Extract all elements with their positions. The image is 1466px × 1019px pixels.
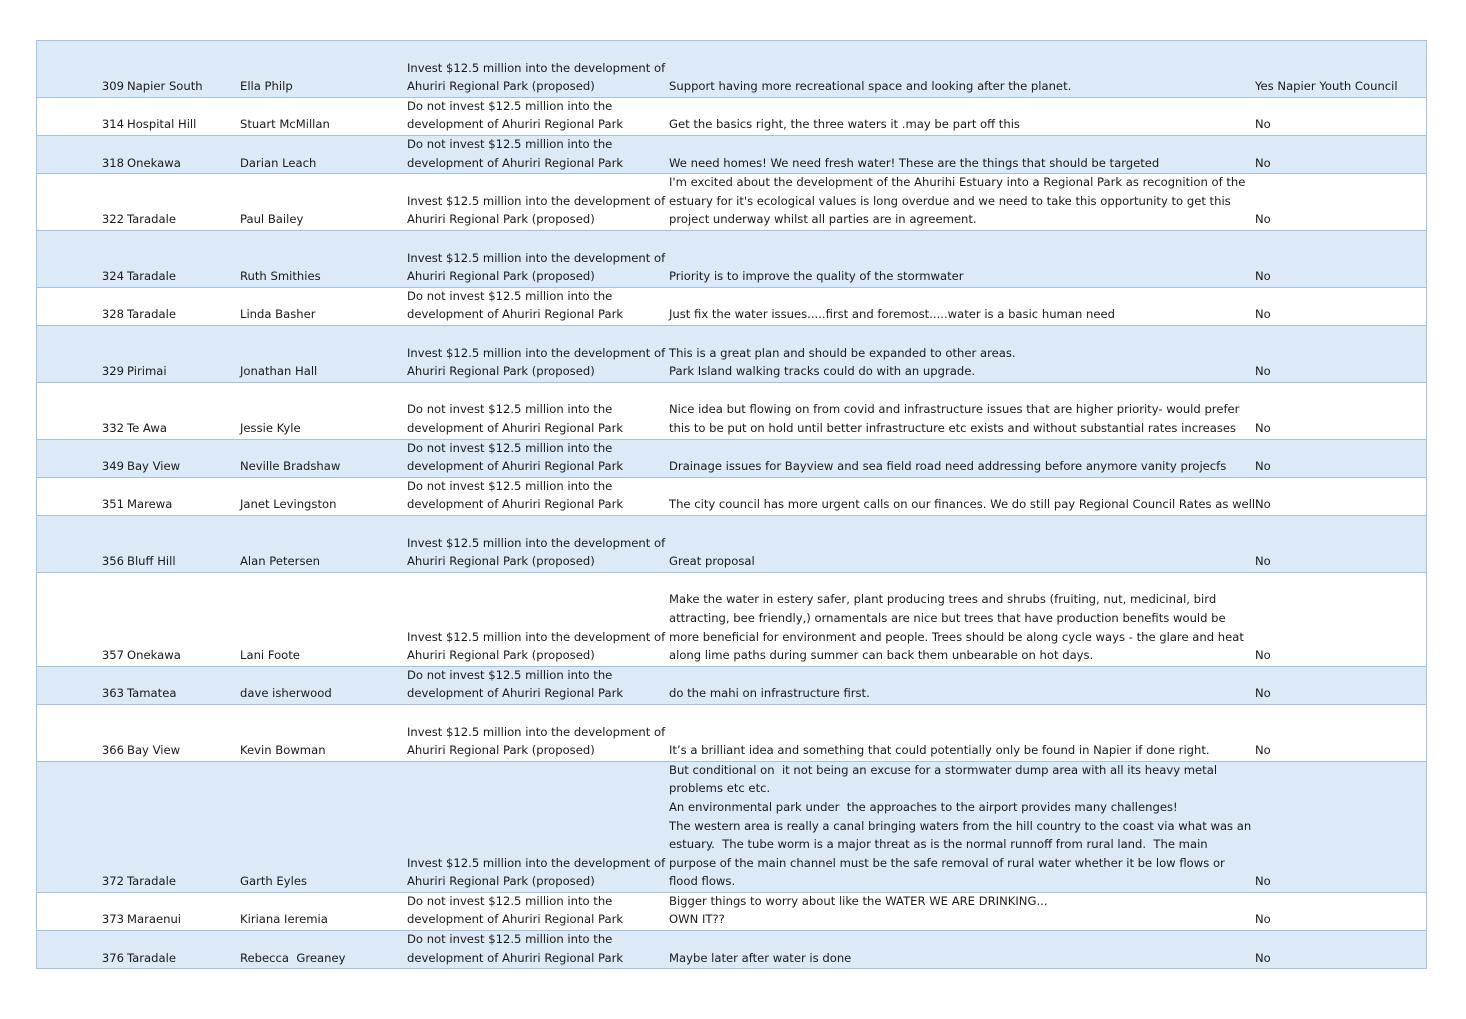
submission-id: 314 xyxy=(101,117,124,132)
option-line: Ahuriri Regional Park (proposed) xyxy=(407,554,595,569)
table-row xyxy=(37,326,1426,383)
comment-cell xyxy=(669,115,1020,134)
comment-line: Get the basics right, the three waters it .may be part off this xyxy=(669,117,1020,132)
option-line: Invest $12.5 million into the development of xyxy=(407,724,666,739)
option-cell xyxy=(407,723,665,760)
option-line: development of Ahuriri Regional Park xyxy=(407,459,624,474)
option-line: Ahuriri Regional Park (proposed) xyxy=(407,269,595,284)
comment-cell xyxy=(669,154,1159,173)
table-row xyxy=(37,440,1426,478)
option-line: Invest $12.5 million into the development of xyxy=(407,629,666,644)
submission-id: 351 xyxy=(101,497,124,512)
submissions-table xyxy=(36,40,1427,969)
option-cell xyxy=(407,192,665,229)
option-line: Invest $12.5 million into the development of xyxy=(407,855,666,870)
table-row xyxy=(37,931,1426,969)
submitter-name: Linda Basher xyxy=(240,307,316,322)
option-cell xyxy=(407,854,665,891)
submission-id: 363 xyxy=(101,686,124,701)
option-line: Do not invest $12.5 million into the xyxy=(407,136,613,151)
option-line: development of Ahuriri Regional Park xyxy=(407,420,624,435)
option-cell xyxy=(407,666,623,703)
youth-council-cell: No xyxy=(1255,686,1271,701)
option-line: Do not invest $12.5 million into the xyxy=(407,98,613,113)
option-line: Invest $12.5 million into the development of xyxy=(407,535,666,550)
comment-line: An environmental park under the approaches to the airport provides many challenges! xyxy=(669,799,1178,814)
suburb-cell: Napier South xyxy=(127,79,203,94)
submission-id: 324 xyxy=(101,269,124,284)
option-cell xyxy=(407,97,623,134)
comment-line: OWN IT?? xyxy=(669,912,725,927)
comment-cell xyxy=(669,457,1226,476)
suburb-cell: Taradale xyxy=(127,269,176,284)
table-row xyxy=(37,288,1426,326)
option-line: Ahuriri Regional Park (proposed) xyxy=(407,648,595,663)
comment-line: Great proposal xyxy=(669,554,755,569)
submission-id: 332 xyxy=(101,420,124,435)
option-line: Ahuriri Regional Park (proposed) xyxy=(407,79,595,94)
youth-council-cell: No xyxy=(1255,912,1271,927)
option-line: Invest $12.5 million into the development of xyxy=(407,193,666,208)
suburb-cell: Taradale xyxy=(127,874,176,889)
submitter-name: Darian Leach xyxy=(240,155,317,170)
comment-line: The city council has more urgent calls on our finances. We do still pay Regional Council Rates as well. xyxy=(669,497,1259,512)
submitter-name: Kevin Bowman xyxy=(240,743,326,758)
submission-id: 318 xyxy=(101,155,124,170)
comment-line: this to be put on hold until better infrastructure etc exists and without substantial rates increases xyxy=(669,420,1237,435)
youth-council-cell: No xyxy=(1255,648,1271,663)
table-row xyxy=(37,231,1426,288)
comment-cell xyxy=(669,344,1016,381)
option-line: Do not invest $12.5 million into the xyxy=(407,893,613,908)
comment-cell xyxy=(669,949,851,968)
submitter-name: dave isherwood xyxy=(240,686,332,701)
submission-id: 366 xyxy=(101,743,124,758)
table-row xyxy=(37,516,1426,573)
submitter-name: Neville Bradshaw xyxy=(240,459,341,474)
submitter-name: Alan Petersen xyxy=(240,554,320,569)
comment-line: Make the water in estery safer, plant producing trees and shrubs (fruiting, nut, medicinal, bird xyxy=(669,592,1217,607)
option-line: Ahuriri Regional Park (proposed) xyxy=(407,212,595,227)
comment-cell xyxy=(669,305,1115,324)
suburb-cell: Hospital Hill xyxy=(127,117,197,132)
submitter-name: Ruth Smithies xyxy=(240,269,321,284)
comment-cell xyxy=(669,552,755,571)
suburb-cell: Taradale xyxy=(127,212,176,227)
suburb-cell: Tamatea xyxy=(127,686,177,701)
suburb-cell: Maraenui xyxy=(127,912,182,927)
comment-cell xyxy=(669,495,1259,514)
table-row xyxy=(37,383,1426,440)
submission-id: 309 xyxy=(101,79,124,94)
option-line: Invest $12.5 million into the development of xyxy=(407,345,666,360)
comment-cell xyxy=(669,77,1071,96)
suburb-cell: Taradale xyxy=(127,307,176,322)
table-row xyxy=(37,136,1426,174)
comment-line: problems etc etc. xyxy=(669,781,771,796)
suburb-cell: Bay View xyxy=(127,459,181,474)
option-cell xyxy=(407,628,665,665)
option-line: Invest $12.5 million into the development of xyxy=(407,250,666,265)
option-line: development of Ahuriri Regional Park xyxy=(407,950,624,965)
submission-id: 372 xyxy=(101,874,124,889)
option-cell xyxy=(407,892,623,929)
option-line: development of Ahuriri Regional Park xyxy=(407,497,624,512)
submitter-name: Stuart McMillan xyxy=(240,117,330,132)
table-row xyxy=(37,573,1426,667)
suburb-cell: Bay View xyxy=(127,743,181,758)
youth-council-cell: No xyxy=(1255,420,1271,435)
comment-cell xyxy=(669,761,1251,891)
option-cell xyxy=(407,534,665,571)
comment-line: project underway whilst all parties are in agreement. xyxy=(669,212,977,227)
option-cell xyxy=(407,439,623,476)
youth-council-cell: No xyxy=(1255,950,1271,965)
comment-line: estuary for it's ecological values is long overdue and we need to take this opportunity to get this xyxy=(669,193,1231,208)
table-row xyxy=(37,762,1426,893)
comment-line: We need homes! We need fresh water! These are the things that should be targeted xyxy=(669,155,1160,170)
submitter-name: Paul Bailey xyxy=(240,212,304,227)
submitter-name: Kiriana Ieremia xyxy=(240,912,328,927)
suburb-cell: Te Awa xyxy=(127,420,167,435)
youth-council-cell: No xyxy=(1255,269,1271,284)
option-cell xyxy=(407,477,623,514)
suburb-cell: Bluff Hill xyxy=(127,554,176,569)
comment-cell xyxy=(669,267,964,286)
submitter-name: Janet Levingston xyxy=(240,497,337,512)
table-row xyxy=(37,893,1426,931)
comment-line: purpose of the main channel must be the safe removal of rural water whether it be low flows or xyxy=(669,855,1225,870)
option-line: Ahuriri Regional Park (proposed) xyxy=(407,874,595,889)
submission-id: 322 xyxy=(101,212,124,227)
submitter-name: Jessie Kyle xyxy=(240,420,301,435)
comment-line: I'm excited about the development of the Ahurihi Estuary into a Regional Park as recognition of the xyxy=(669,175,1246,190)
comment-line: do the mahi on infrastructure first. xyxy=(669,686,870,701)
youth-council-cell: No xyxy=(1255,155,1271,170)
youth-council-cell: No xyxy=(1255,743,1271,758)
youth-council-cell: No xyxy=(1255,364,1271,379)
comment-line: more beneficial for environment and people. Trees should be along cycle ways - the glare and heat xyxy=(669,629,1244,644)
option-line: Do not invest $12.5 million into the xyxy=(407,478,613,493)
option-line: Do not invest $12.5 million into the xyxy=(407,288,613,303)
table-row xyxy=(37,174,1426,231)
comment-line: Priority is to improve the quality of the stormwater xyxy=(669,269,964,284)
comment-cell xyxy=(669,892,1048,929)
suburb-cell: Taradale xyxy=(127,950,176,965)
comment-line: Just fix the water issues.....first and foremost.....water is a basic human need xyxy=(669,307,1115,322)
suburb-cell: Onekawa xyxy=(127,155,181,170)
table-row xyxy=(37,98,1426,136)
comment-cell xyxy=(669,684,870,703)
comment-line: The western area is really a canal bringing waters from the hill country to the coast via what was an xyxy=(669,818,1252,833)
youth-council-cell: No xyxy=(1255,874,1271,889)
submitter-name: Garth Eyles xyxy=(240,874,308,889)
comment-line: estuary. The tube worm is a major threat as is the normal runnoff from rural land. The main xyxy=(669,837,1208,852)
submission-id: 349 xyxy=(101,459,124,474)
comment-line: Bigger things to worry about like the WATER WE ARE DRINKING... xyxy=(669,893,1048,908)
submitter-name: Lani Foote xyxy=(240,648,300,663)
option-cell xyxy=(407,249,665,286)
comment-line: Maybe later after water is done xyxy=(669,950,852,965)
submitter-name: Jonathan Hall xyxy=(240,364,318,379)
youth-council-cell: Yes Napier Youth Council xyxy=(1255,79,1398,94)
option-line: development of Ahuriri Regional Park xyxy=(407,155,624,170)
option-line: Do not invest $12.5 million into the xyxy=(407,667,613,682)
option-cell xyxy=(407,344,665,381)
suburb-cell: Marewa xyxy=(127,497,173,512)
comment-cell xyxy=(669,400,1239,437)
option-line: development of Ahuriri Regional Park xyxy=(407,117,624,132)
option-line: development of Ahuriri Regional Park xyxy=(407,307,624,322)
submission-id: 373 xyxy=(101,912,124,927)
submission-id: 328 xyxy=(101,307,124,322)
comment-line: along lime paths during summer can back them unbearable on hot days. xyxy=(669,648,1094,663)
comment-line: attracting, bee friendly,) ornamentals are nice but trees that have production benefits would be xyxy=(669,610,1226,625)
comment-cell xyxy=(669,173,1245,229)
comment-cell xyxy=(669,741,1210,760)
option-cell xyxy=(407,135,623,172)
table-row xyxy=(37,667,1426,705)
youth-council-cell: No xyxy=(1255,117,1271,132)
comment-cell xyxy=(669,590,1244,664)
option-line: Invest $12.5 million into the development of xyxy=(407,60,666,75)
option-line: Ahuriri Regional Park (proposed) xyxy=(407,364,595,379)
youth-council-cell: No xyxy=(1255,497,1271,512)
comment-line: This is a great plan and should be expanded to other areas. xyxy=(669,345,1016,360)
table-row xyxy=(37,478,1426,516)
comment-line: Drainage issues for Bayview and sea field road need addressing before anymore vanity projecfs xyxy=(669,459,1227,474)
option-line: development of Ahuriri Regional Park xyxy=(407,912,624,927)
comment-line: Park Island walking tracks could do with an upgrade. xyxy=(669,364,976,379)
option-cell xyxy=(407,287,623,324)
suburb-cell: Onekawa xyxy=(127,648,181,663)
option-cell xyxy=(407,59,665,96)
comment-line: flood flows. xyxy=(669,874,736,889)
option-line: development of Ahuriri Regional Park xyxy=(407,686,624,701)
submission-id: 329 xyxy=(101,364,124,379)
table-row xyxy=(37,705,1426,762)
comment-line: But conditional on it not being an excuse for a stormwater dump area with all its heavy metal xyxy=(669,762,1218,777)
submission-id: 356 xyxy=(101,554,124,569)
option-line: Do not invest $12.5 million into the xyxy=(407,402,613,417)
comment-line: Nice idea but flowing on from covid and infrastructure issues that are higher priority- would prefer xyxy=(669,402,1240,417)
submission-id: 357 xyxy=(101,648,124,663)
submitter-name: Rebecca Greaney xyxy=(240,950,346,965)
table-row xyxy=(37,41,1426,98)
option-line: Ahuriri Regional Park (proposed) xyxy=(407,743,595,758)
youth-council-cell: No xyxy=(1255,212,1271,227)
option-line: Do not invest $12.5 million into the xyxy=(407,932,613,947)
youth-council-cell: No xyxy=(1255,307,1271,322)
submission-id: 376 xyxy=(101,950,124,965)
option-cell xyxy=(407,400,623,437)
comment-line: Support having more recreational space and looking after the planet. xyxy=(669,79,1072,94)
youth-council-cell: No xyxy=(1255,459,1271,474)
suburb-cell: Pirimai xyxy=(127,364,167,379)
option-cell xyxy=(407,930,623,967)
submitter-name: Ella Philp xyxy=(240,79,293,94)
youth-council-cell: No xyxy=(1255,554,1271,569)
option-line: Do not invest $12.5 million into the xyxy=(407,440,613,455)
comment-line: It’s a brilliant idea and something that could potentially only be found in Napier if done right. xyxy=(669,743,1210,758)
